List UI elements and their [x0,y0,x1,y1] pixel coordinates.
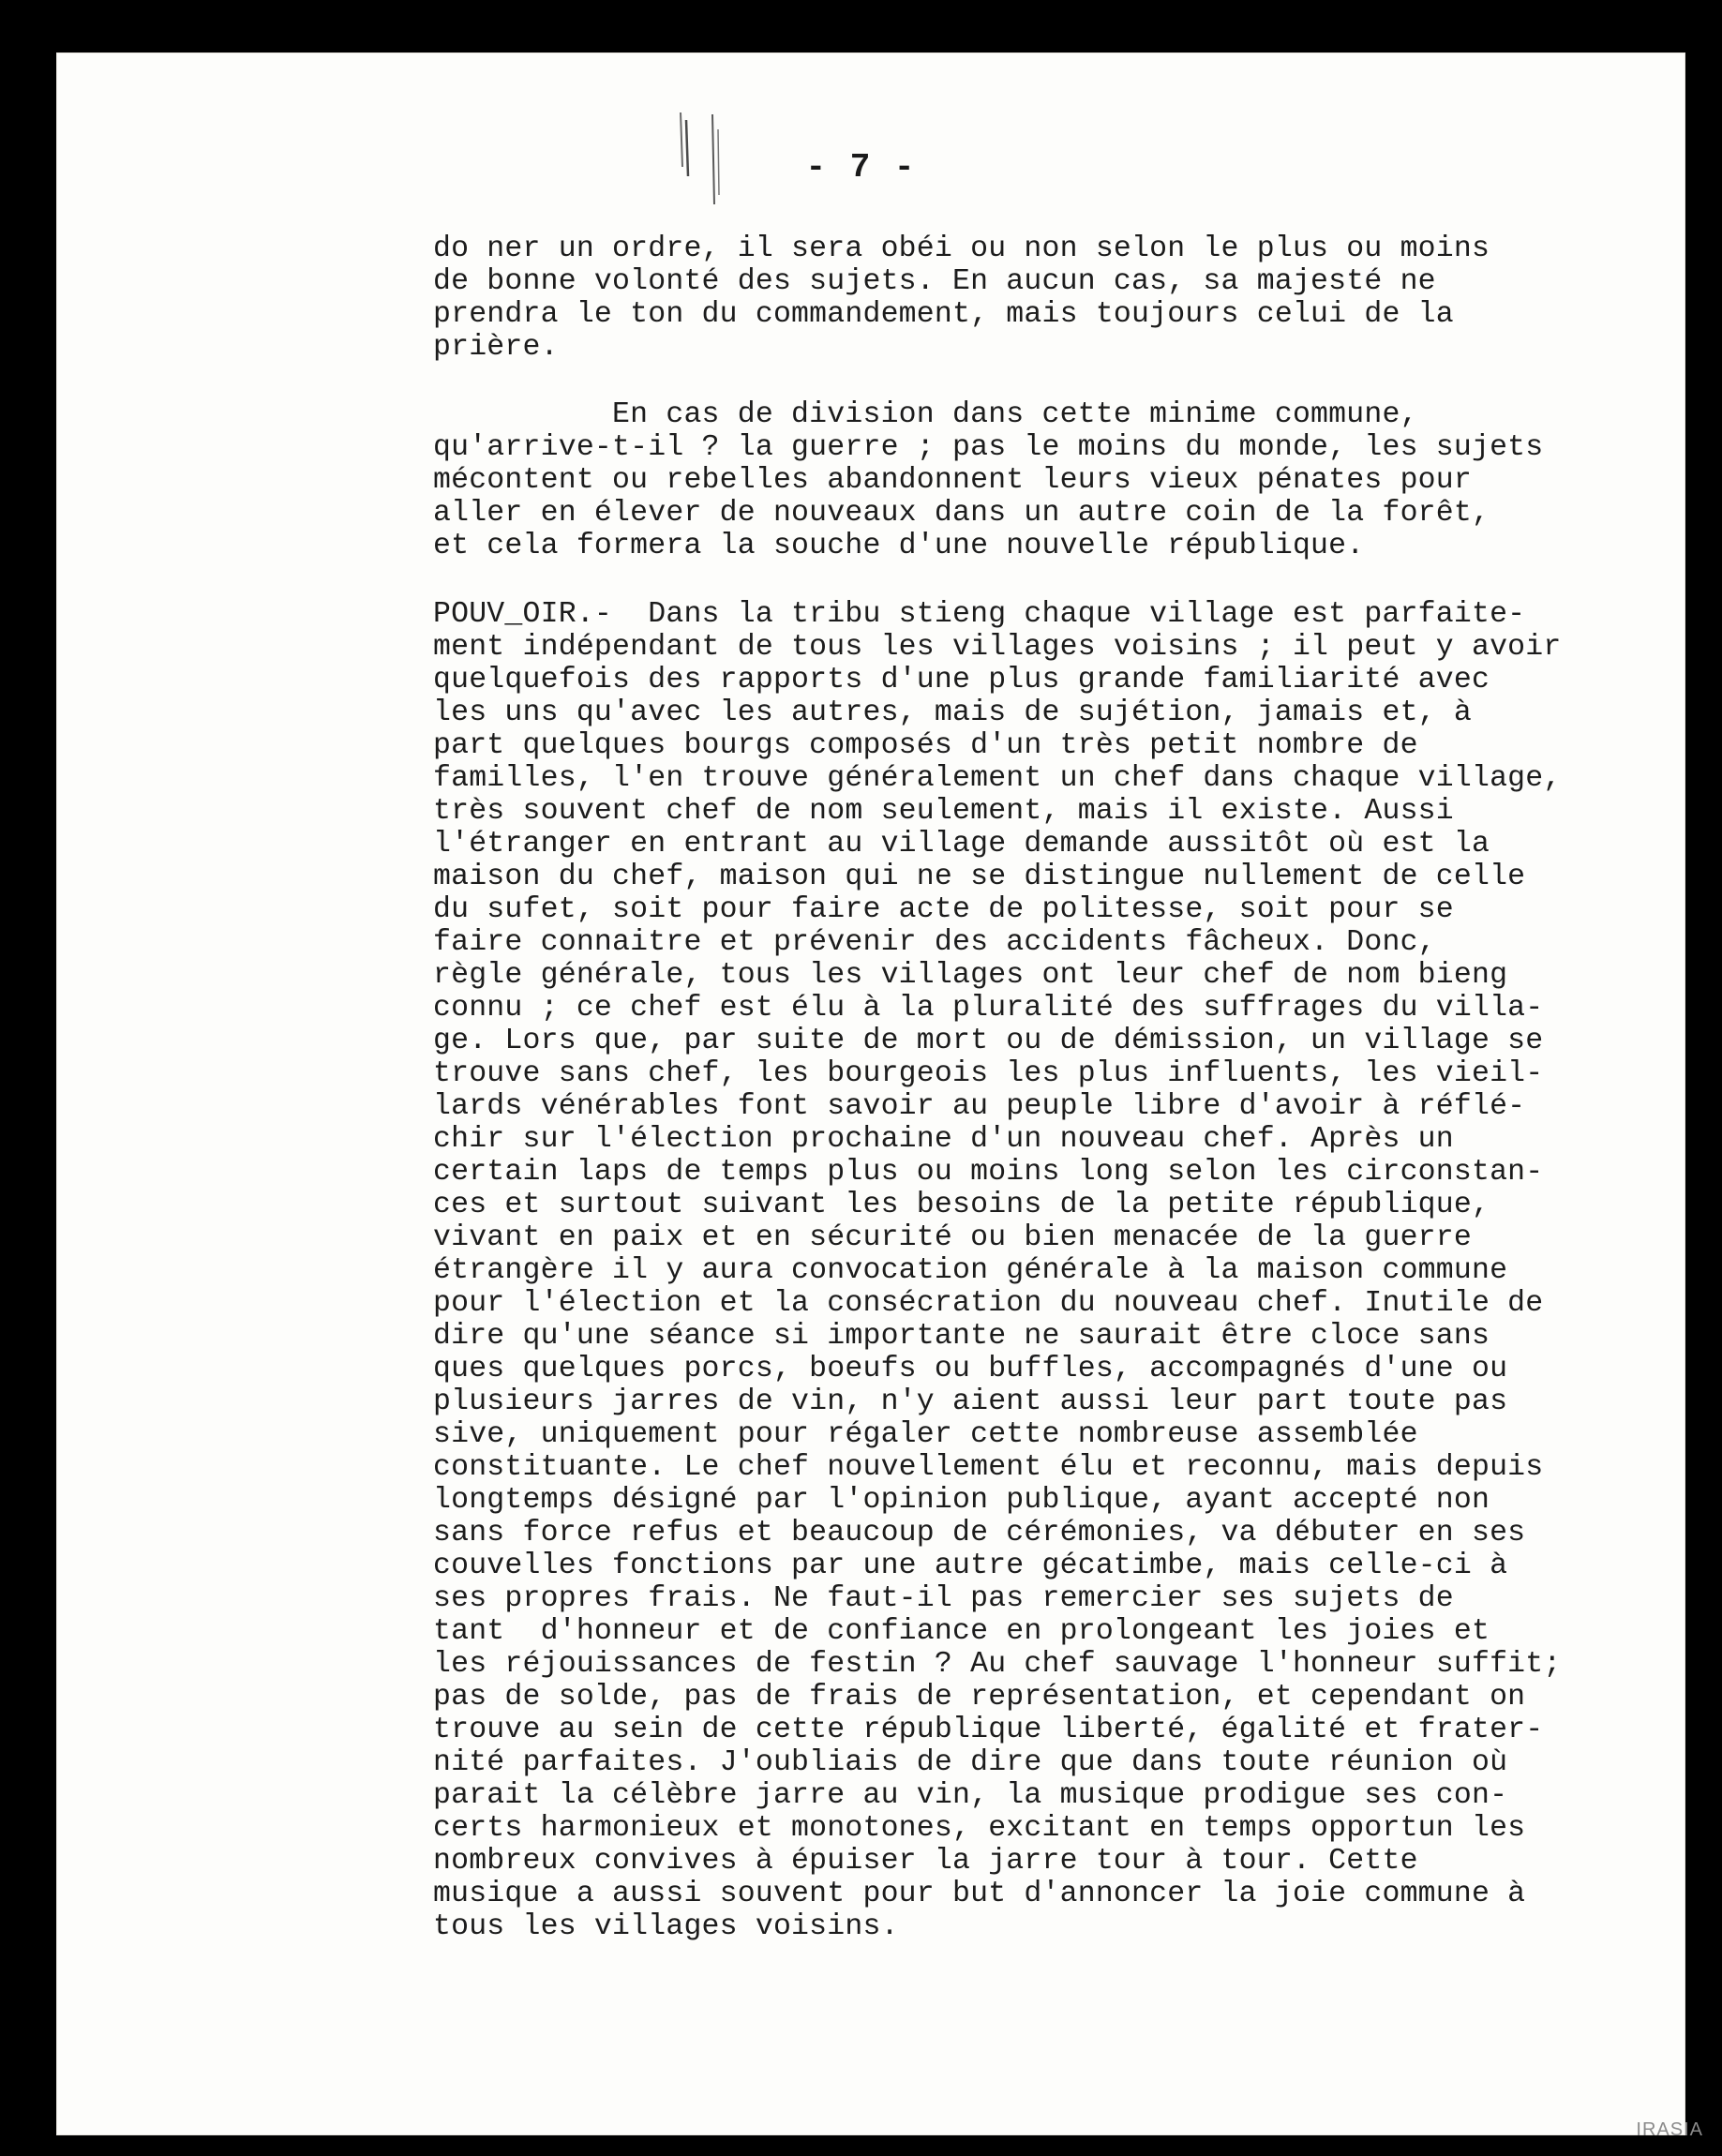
text-line: pour l'élection et la consécration du nouveau chef. Inutile de [433,1287,1544,1320]
paragraph-pouvoir [433,598,1562,1943]
text-line: parait la célèbre jarre au vin, la musique prodigue ses con- [433,1779,1508,1812]
text-line: ces et surtout suivant les besoins de la petite république, [433,1189,1490,1221]
text-line: prière. [433,331,559,364]
text-line: vivant en paix et en sécurité ou bien menacée de la guerre [433,1221,1472,1254]
text-line: mécontent ou rebelles abandonnent leurs vieux pénates pour [433,464,1472,497]
text-line: les réjouissances de festin ? Au chef sauvage l'honneur suffit; [433,1648,1562,1681]
watermark-label: IRASIA [1636,2119,1703,2140]
text-line: maison du chef, maison qui ne se distingue nullement de celle [433,861,1526,893]
text-line: sans force refus et beaucoup de cérémonies, va débuter en ses [433,1517,1526,1550]
text-line: de bonne volonté des sujets. En aucun cas, sa majesté ne [433,265,1436,298]
text-line: ses propres frais. Ne faut-il pas remercier ses sujets de [433,1582,1454,1615]
text-line: familles, l'en trouve généralement un chef dans chaque village, [433,762,1562,795]
text-line: aller en élever de nouveaux dans un autre coin de la forêt, [433,497,1490,530]
text-line: En cas de division dans cette minime commune, [433,398,1418,431]
page-number: - 7 - [805,148,917,187]
text-line: plusieurs jarres de vin, n'y aient aussi leur part toute pas [433,1385,1508,1418]
text-line: règle générale, tous les villages ont leur chef de nom bieng [433,959,1508,992]
text-line: POUV_OIR.- Dans la tribu stieng chaque village est parfaite- [433,598,1526,631]
text-line: nombreux convives à épuiser la jarre tour à tour. Cette [433,1845,1418,1878]
text-line: musique a aussi souvent pour but d'annoncer la joie commune à [433,1878,1526,1910]
paragraph-2 [433,398,1543,562]
text-line: du sufet, soit pour faire acte de politesse, soit pour se [433,893,1454,926]
text-line: faire connaitre et prévenir des accidents fâcheux. Donc, [433,926,1436,959]
text-line: part quelques bourgs composés d'un très petit nombre de [433,729,1418,762]
text-line: dire qu'une séance si importante ne saurait être cloce sans [433,1320,1490,1353]
text-line: étrangère il y aura convocation générale à la maison commune [433,1254,1508,1287]
text-line: certs harmonieux et monotones, excitant en temps opportun les [433,1812,1526,1845]
text-line: tous les villages voisins. [433,1910,899,1943]
text-line: sive, uniquement pour régaler cette nombreuse assemblée [433,1418,1418,1451]
text-line: ment indépendant de tous les villages voisins ; il peut y avoir [433,631,1562,664]
text-line: certain laps de temps plus ou moins long selon les circonstan- [433,1156,1544,1189]
text-line: l'étranger en entrant au village demande aussitôt où est la [433,828,1490,861]
text-line: ge. Lors que, par suite de mort ou de démission, un village se [433,1025,1544,1057]
text-line: lards vénérables font savoir au peuple libre d'avoir à réflé- [433,1090,1526,1123]
text-line: chir sur l'élection prochaine d'un nouveau chef. Après un [433,1123,1454,1156]
text-line: les uns qu'avec les autres, mais de sujétion, jamais et, à [433,696,1472,729]
text-line: ques quelques porcs, boeufs ou buffles, accompagnés d'une ou [433,1353,1508,1385]
text-line: tant d'honneur et de confiance en prolongeant les joies et [433,1615,1490,1648]
text-line: nité parfaites. J'oubliais de dire que dans toute réunion où [433,1746,1508,1779]
text-line: quelquefois des rapports d'une plus grande familiarité avec [433,664,1490,696]
text-line: et cela formera la souche d'une nouvelle république. [433,530,1365,562]
text-line: pas de solde, pas de frais de représentation, et cependant on [433,1681,1526,1714]
text-line: prendra le ton du commandement, mais toujours celui de la [433,298,1454,331]
text-line: longtemps désigné par l'opinion publique, ayant accepté non [433,1484,1490,1517]
text-line: trouve au sein de cette république liberté, égalité et frater- [433,1714,1544,1746]
text-line: trouve sans chef, les bourgeois les plus influents, les vieil- [433,1057,1544,1090]
text-line: couvelles fonctions par une autre gécatimbe, mais celle-ci à [433,1550,1508,1582]
text-line: constituante. Le chef nouvellement élu et reconnu, mais depuis [433,1451,1544,1484]
paragraph-1 [433,232,1490,364]
text-line: très souvent chef de nom seulement, mais il existe. Aussi [433,795,1454,828]
text-line: qu'arrive-t-il ? la guerre ; pas le moins du monde, les sujets [433,431,1544,464]
text-line: connu ; ce chef est élu à la pluralité des suffrages du villa- [433,992,1544,1025]
text-line: do ner un ordre, il sera obéi ou non selon le plus ou moins [433,232,1490,265]
